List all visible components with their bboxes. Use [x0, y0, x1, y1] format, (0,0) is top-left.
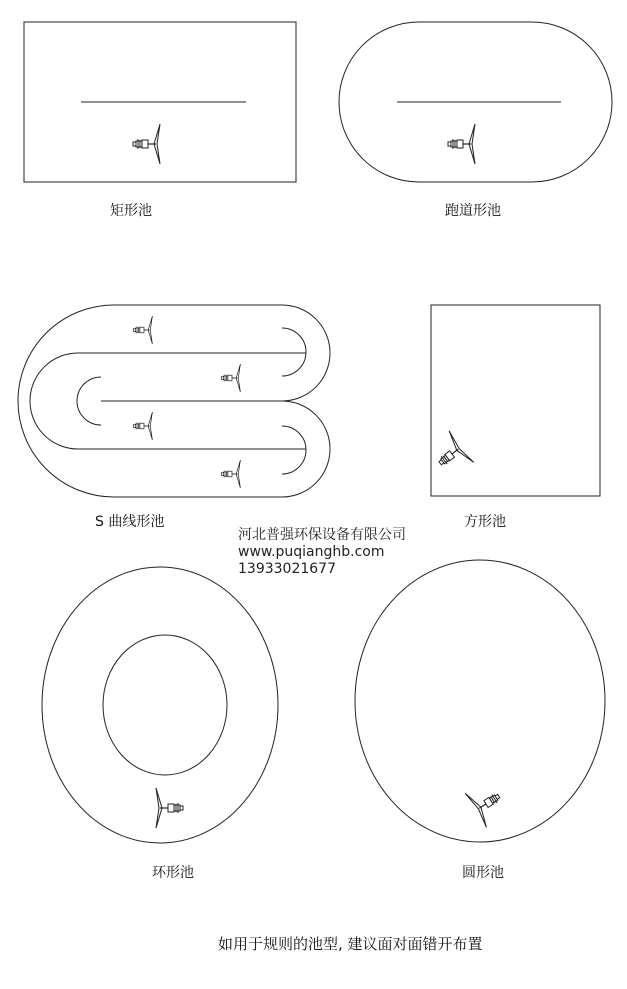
runway-pool-label: 跑道形池: [445, 203, 501, 219]
mixer-icon: [156, 788, 183, 828]
company-watermark: [238, 527, 406, 578]
runway-pool: [339, 22, 612, 182]
square-pool-outline: [431, 305, 600, 496]
round-pool-label: 圆形池: [462, 865, 504, 881]
ring-pool-inner: [103, 635, 227, 775]
mixer-icon: [448, 124, 475, 164]
scurve-pool-label: S 曲线形池: [95, 514, 165, 530]
layout-note: 如用于规则的池型, 建议面对面错开布置: [218, 935, 483, 953]
company-url: www.puqianghb.com: [238, 544, 385, 560]
scurve-channel-line-1-arc: [30, 353, 78, 449]
mixer-icon: [134, 412, 153, 440]
scurve-pool: [18, 305, 330, 497]
mixer-icon: [222, 460, 241, 488]
company-name: 河北普强环保设备有限公司: [238, 527, 406, 543]
rect-pool: [24, 22, 296, 182]
square-pool-label: 方形池: [464, 514, 506, 530]
scurve-inner-arc-1: [282, 328, 306, 376]
rect-pool-label: 矩形池: [110, 203, 152, 219]
mixer-icon: [134, 316, 153, 344]
mixer-icon: [222, 364, 241, 392]
mixer-icon: [428, 431, 474, 479]
mixer-icon: [133, 124, 160, 164]
mixer-icon: [465, 779, 509, 827]
scurve-inner-arc-2: [282, 426, 306, 474]
scurve-inner-arc-3: [77, 377, 101, 425]
company-phone: 13933021677: [238, 561, 336, 577]
ring-pool-label: 环形池: [152, 865, 194, 881]
round-pool-outline: [355, 560, 605, 842]
